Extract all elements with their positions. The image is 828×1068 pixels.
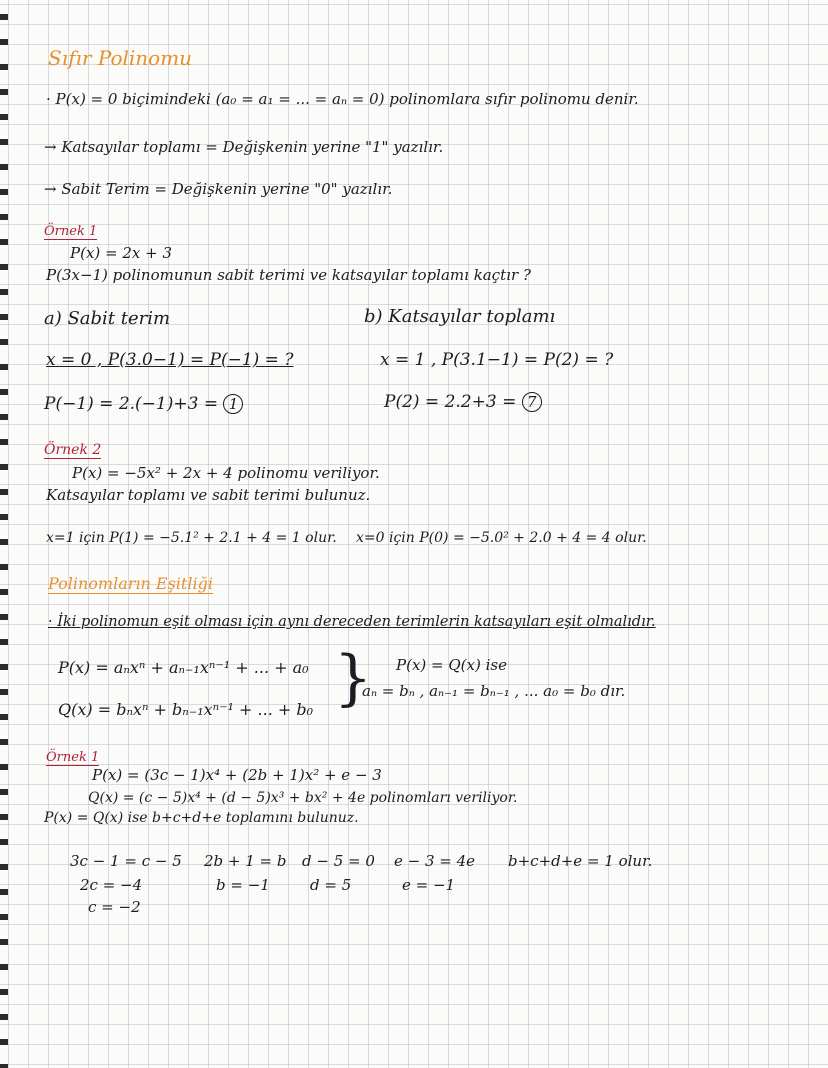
example-3-question: P(x) = Q(x) ise b+c+d+e toplamını bulunuz. (44, 810, 359, 826)
definition-line: · P(x) = 0 biçimindeki (a₀ = a₁ = ... = aₙ = 0) polinomlara sıfır polinomu denir. (46, 90, 639, 108)
q-general-form: Q(x) = bₙxⁿ + bₙ₋₁xⁿ⁻¹ + ... + b₀ (58, 700, 314, 719)
example-1-label: Örnek 1 (44, 224, 98, 239)
rule-coefficient-sum: → Katsayılar toplamı = Değişkenin yerine "1" yazılır. (44, 138, 444, 156)
section-title-sifir-polinomu: Sıfır Polinomu (48, 46, 193, 70)
solve-c-3: c = −2 (88, 898, 141, 916)
part-b-step-1: x = 1 , P(3.1−1) = P(2) = ? (380, 350, 614, 370)
p-general-form: P(x) = aₙxⁿ + aₙ₋₁xⁿ⁻¹ + ... + a₀ (58, 658, 309, 677)
final-result: b+c+d+e = 1 olur. (508, 852, 653, 870)
example-1-question: P(3x−1) polinomunun sabit terimi ve katsayılar toplamı kaçtır ? (46, 266, 531, 284)
part-a-step-2-text: P(−1) = 2.(−1)+3 = (44, 394, 219, 414)
part-b-step-2-text: P(2) = 2.2+3 = (384, 392, 517, 412)
solve-b-2: b = −1 (216, 876, 270, 894)
part-a-label: a) Sabit terim (44, 308, 171, 329)
example-1-given: P(x) = 2x + 3 (70, 244, 173, 262)
example-2-label: Örnek 2 (44, 442, 102, 458)
equality-condition-1: P(x) = Q(x) ise (396, 656, 507, 674)
solve-c-2: 2c = −4 (80, 876, 143, 894)
example-3-label: Örnek 1 (46, 750, 100, 765)
solve-e-2: e = −1 (402, 876, 456, 894)
solve-b-1: 2b + 1 = b (204, 852, 287, 870)
example-2-question: Katsayılar toplamı ve sabit terimi bulunuz. (46, 486, 371, 504)
part-a-result: 1 (223, 394, 243, 414)
curly-brace: } (334, 643, 373, 713)
solve-c-1: 3c − 1 = c − 5 (70, 852, 182, 870)
example-2-solution-2: x=0 için P(0) = −5.0² + 2.0 + 4 = 4 olur. (356, 530, 647, 546)
part-b-step-2 (384, 392, 542, 412)
example-2-solution-1: x=1 için P(1) = −5.1² + 2.1 + 4 = 1 olur. (46, 530, 337, 546)
solve-d-1: d − 5 = 0 (302, 852, 375, 870)
equality-condition-2: aₙ = bₙ , aₙ₋₁ = bₙ₋₁ , ... a₀ = b₀ dır. (362, 682, 626, 700)
equality-rule: · İki polinomun eşit olması için aynı dereceden terimlerin katsayıları eşit olmalıdır. (48, 614, 656, 630)
part-a-step-2 (44, 394, 243, 414)
solve-d-2: d = 5 (310, 876, 352, 894)
part-b-label: b) Katsayılar toplamı (364, 306, 556, 327)
section-title-esitlik: Polinomların Eşitliği (48, 574, 213, 593)
example-3-p: P(x) = (3c − 1)x⁴ + (2b + 1)x² + e − 3 (92, 766, 382, 784)
part-b-result: 7 (522, 392, 542, 412)
solve-e-1: e − 3 = 4e (394, 852, 476, 870)
rule-constant-term: → Sabit Terim = Değişkenin yerine "0" yazılır. (44, 180, 393, 198)
example-2-given: P(x) = −5x² + 2x + 4 polinomu veriliyor. (72, 464, 380, 482)
spiral-binding (0, 0, 8, 1068)
example-3-q: Q(x) = (c − 5)x⁴ + (d − 5)x³ + bx² + 4e polinomları veriliyor. (88, 790, 518, 806)
part-a-step-1: x = 0 , P(3.0−1) = P(−1) = ? (46, 350, 294, 370)
